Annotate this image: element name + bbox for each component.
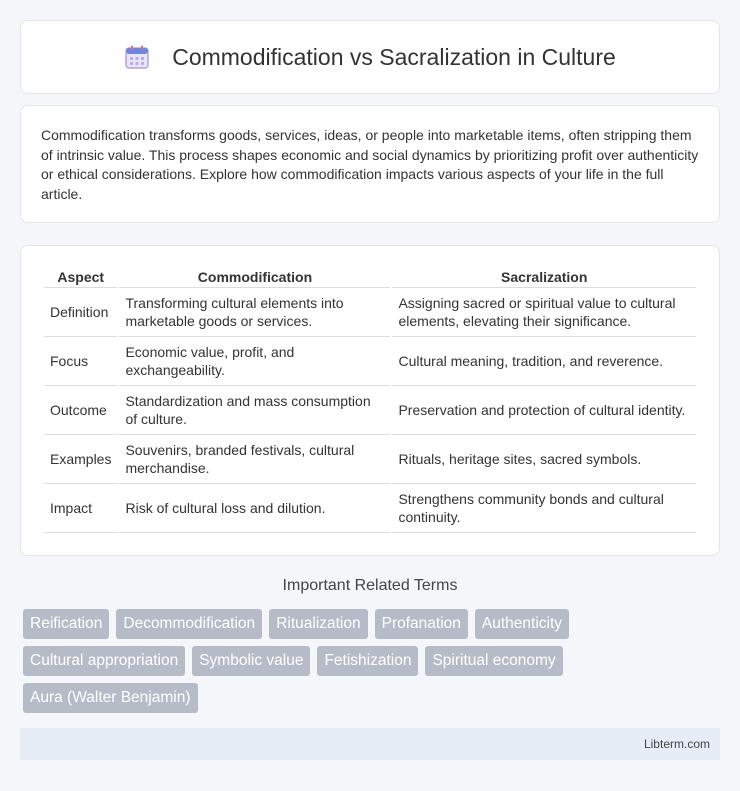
cell-aspect: Impact (44, 484, 117, 533)
term-tag[interactable]: Spiritual economy (425, 646, 562, 676)
cell-aspect: Focus (44, 337, 117, 386)
comparison-card (20, 245, 720, 556)
term-tag[interactable]: Authenticity (475, 609, 569, 639)
cell-sacralization: Preservation and protection of cultural identity. (392, 386, 696, 435)
header-card (20, 20, 720, 94)
term-tag[interactable]: Reification (23, 609, 109, 639)
page-title: Commodification vs Sacralization in Culture (172, 43, 616, 70)
footer-site-link[interactable]: Libterm.com (643, 737, 710, 751)
table-row (44, 288, 696, 337)
table-row (44, 337, 696, 386)
comparison-table (42, 266, 698, 533)
term-tag[interactable]: Cultural appropriation (23, 646, 185, 676)
intro-text: Commodification transforms goods, services, ideas, or people into marketable items, often stripping them of intrinsic value. This process shapes economic and social dynamics by prioritizing profit over authenticity or ethical considerations. Explore how commodification impacts various aspects of your life in the full article. (41, 127, 699, 202)
header-aspect: Aspect (44, 266, 117, 288)
cell-commodification: Souvenirs, branded festivals, cultural merchandise. (119, 435, 390, 484)
header-sacralization: Sacralization (392, 266, 696, 288)
table-header-row (44, 266, 696, 288)
cell-commodification: Economic value, profit, and exchangeability. (119, 337, 390, 386)
cell-commodification: Standardization and mass consumption of culture. (119, 386, 390, 435)
cell-aspect: Outcome (44, 386, 117, 435)
intro-card (20, 105, 720, 223)
cell-commodification: Transforming cultural elements into marketable goods or services. (119, 288, 390, 337)
term-tag[interactable]: Ritualization (269, 609, 367, 639)
related-terms-list (23, 609, 723, 720)
cell-aspect: Definition (44, 288, 117, 337)
table-row (44, 386, 696, 435)
term-tag[interactable]: Aura (Walter Benjamin) (23, 683, 198, 713)
footer (20, 728, 720, 760)
table-row (44, 484, 696, 533)
table-row (44, 435, 696, 484)
cell-sacralization: Strengthens community bonds and cultural continuity. (392, 484, 696, 533)
term-tag[interactable]: Symbolic value (192, 646, 310, 676)
calendar-icon (124, 44, 150, 70)
header-commodification: Commodification (119, 266, 390, 288)
term-tag[interactable]: Fetishization (317, 646, 418, 676)
related-terms-title: Important Related Terms (282, 577, 458, 594)
cell-aspect: Examples (44, 435, 117, 484)
term-tag[interactable]: Decommodification (116, 609, 262, 639)
term-tag[interactable]: Profanation (375, 609, 468, 639)
cell-sacralization: Cultural meaning, tradition, and reverence. (392, 337, 696, 386)
cell-commodification: Risk of cultural loss and dilution. (119, 484, 390, 533)
cell-sacralization: Rituals, heritage sites, sacred symbols. (392, 435, 696, 484)
cell-sacralization: Assigning sacred or spiritual value to cultural elements, elevating their significance. (392, 288, 696, 337)
